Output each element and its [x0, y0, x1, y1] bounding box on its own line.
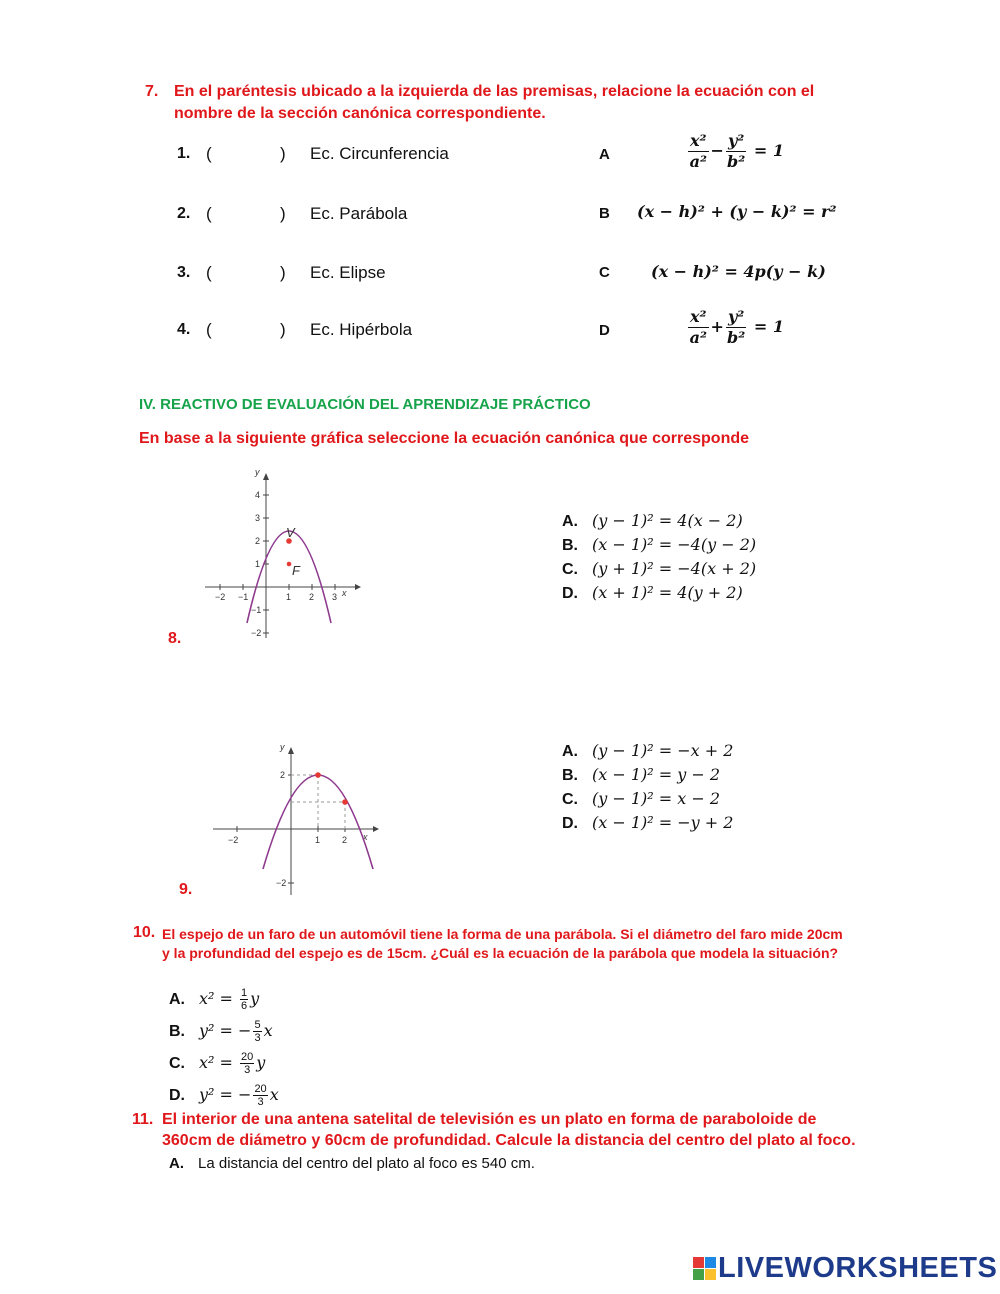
q9-x-axis — [213, 826, 379, 832]
q9-option-d[interactable]: D. (x − 1)² = −y + 2 — [562, 813, 734, 832]
q7-row-3-letter: C — [599, 264, 610, 281]
q10-option-c[interactable]: C. x² = $\frac{20}{3}$ y — [169, 1051, 266, 1077]
q9-y-tick-2: −2 — [276, 878, 287, 888]
q8-x-tick-1: −2 — [215, 592, 226, 602]
q11-number: 11. — [132, 1111, 154, 1128]
q9-option-a[interactable]: A. (y − 1)² = −x + 2 — [562, 741, 734, 760]
q8-focus-label: F — [292, 563, 300, 578]
q8-y-tick-5: −1 — [251, 605, 262, 615]
q7-row-3-answer-slot[interactable] — [218, 261, 276, 285]
q10-option-b[interactable]: B. y² = − $\frac{5}{3}$ x — [169, 1019, 273, 1045]
q7-row-2-close-paren: ) — [280, 204, 286, 223]
q7-equation-c: (x − h)² = 4p(y − k) — [651, 262, 826, 281]
q10-option-a[interactable]: A. x² = $\frac{1}{6}$ y — [169, 987, 260, 1013]
q8-option-d[interactable]: D. (x + 1)² = 4(y + 2) — [562, 583, 743, 602]
q7-row-1-letter: A — [599, 146, 610, 163]
q8-x-tick-4: 2 — [309, 592, 315, 602]
q11-text-line1: El interior de una antena satelital de televisión es un plato en forma de paraboloide de — [162, 1111, 817, 1128]
q7-equation-a: $\frac{\text{x²}}{\text{a²}}$ − $\frac{\text{y²}}{\text{b²}}$ = 1 — [689, 131, 784, 171]
q8-y-label: y — [255, 467, 260, 477]
q9-graph — [205, 740, 390, 900]
q8-option-b[interactable]: B. (x − 1)² = −4(y − 2) — [562, 535, 757, 554]
q7-row-1-answer-slot[interactable] — [218, 142, 276, 166]
q7-row-4-letter: D — [599, 322, 610, 339]
q7-equation-b: (x − h)² + (y − k)² = r² — [637, 202, 837, 221]
q7-text-line2: nombre de la sección canónica correspondiente. — [174, 105, 546, 122]
q9-y-tick-1: 2 — [280, 770, 286, 780]
q10-number: 10. — [133, 924, 156, 941]
q8-y-tick-2: 3 — [255, 513, 261, 523]
q8-x-label: x — [342, 588, 347, 598]
q7-row-4-label: Ec. Hipérbola — [310, 320, 413, 339]
q9-option-b[interactable]: B. (x − 1)² = y − 2 — [562, 765, 721, 784]
q7-row-3-label: Ec. Elipse — [310, 263, 386, 282]
q10-text-line1: El espejo de un faro de un automóvil tiene la forma de una parábola. Si el diámetro del faro mide 20cm — [162, 926, 843, 942]
q8-y-tick-1: 4 — [255, 490, 261, 500]
q7-row-2-open-paren: ( — [206, 204, 212, 223]
q9-x-tick-1: −2 — [228, 835, 239, 845]
q7-row-3-number: 3. — [177, 264, 191, 281]
q7-row-2-label: Ec. Parábola — [310, 204, 408, 223]
q8-y-tick-4: 1 — [255, 559, 261, 569]
q9-y-axis — [288, 747, 294, 895]
q11-text-line2: 360cm de diámetro y 60cm de profundidad. Calcule la distancia del centro del plato al foco. — [162, 1132, 856, 1149]
q9-x-tick-3: 2 — [342, 835, 348, 845]
q8-x-axis — [205, 584, 361, 590]
q8-graph — [195, 460, 370, 640]
q9-option-c[interactable]: C. (y − 1)² = x − 2 — [562, 789, 721, 808]
q9-number: 9. — [179, 881, 193, 898]
q7-row-3-close-paren: ) — [280, 263, 286, 282]
q11-option-a[interactable]: A. La distancia del centro del plato al foco es 540 cm. — [169, 1155, 535, 1172]
q7-row-4-answer-slot[interactable] — [218, 318, 276, 342]
q8-number: 8. — [168, 630, 182, 647]
q9-x-tick-2: 1 — [315, 835, 321, 845]
q7-row-1-number: 1. — [177, 145, 191, 162]
q7-row-2-answer-slot[interactable] — [218, 202, 276, 226]
q9-x-label: x — [363, 832, 368, 842]
q10-options — [169, 983, 279, 1111]
liveworksheets-logo[interactable] — [693, 1252, 997, 1285]
q7-row-1-label: Ec. Circunferencia — [310, 144, 449, 163]
q8-option-a[interactable]: A. (y − 1)² = 4(x − 2) — [562, 511, 743, 530]
q8-x-tick-2: −1 — [238, 592, 249, 602]
q7-row-1-open-paren: ( — [206, 144, 212, 163]
q7-row-3-open-paren: ( — [206, 263, 212, 282]
q10-text-line2: y la profundidad del espejo es de 15cm. ¿Cuál es la ecuación de la parábola que modela la situación? — [162, 945, 839, 961]
q8-y-tick-3: 2 — [255, 536, 261, 546]
q7-row-4-close-paren: ) — [280, 320, 286, 339]
q10-option-d[interactable]: D. y² = − $\frac{20}{3}$ x — [169, 1083, 279, 1109]
q7-row-4-open-paren: ( — [206, 320, 212, 339]
q7-row-2-letter: B — [599, 205, 610, 222]
q8-option-c[interactable]: C. (y + 1)² = −4(x + 2) — [562, 559, 757, 578]
q9-guide-lines — [291, 775, 345, 829]
q7-equation-d: $\frac{\text{x²}}{\text{a²}}$ + $\frac{\text{y²}}{\text{b²}}$ = 1 — [689, 307, 784, 347]
q8-x-tick-3: 1 — [286, 592, 292, 602]
q8-y-tick-6: −2 — [251, 628, 262, 638]
q8-options — [562, 509, 756, 605]
q8-x-tick-5: 3 — [332, 592, 338, 602]
logo-text: LIVEWORKSHEETS — [718, 1252, 998, 1284]
section-iv-instruction: En base a la siguiente gráfica seleccione la ecuación canónica que corresponde — [139, 430, 750, 447]
q7-row-1-close-paren: ) — [280, 144, 286, 163]
q9-vertex-point — [315, 772, 321, 778]
logo-badge — [693, 1257, 716, 1280]
q7-row-4-number: 4. — [177, 321, 191, 338]
q7-number: 7. — [145, 83, 159, 100]
q7-row-2-number: 2. — [177, 205, 191, 222]
q8-focus-point — [287, 562, 292, 567]
section-iv-heading: IV. REACTIVO DE EVALUACIÓN DEL APRENDIZAJE PRÁCTICO — [139, 396, 591, 413]
q9-options — [562, 739, 733, 835]
q9-point — [342, 799, 348, 805]
q9-y-label: y — [280, 742, 285, 752]
q8-vertex-label: V — [286, 525, 295, 540]
q8-tick-marks — [220, 495, 338, 633]
q7-text-line1: En el paréntesis ubicado a la izquierda de las premisas, relacione la ecuación con el — [174, 83, 815, 100]
